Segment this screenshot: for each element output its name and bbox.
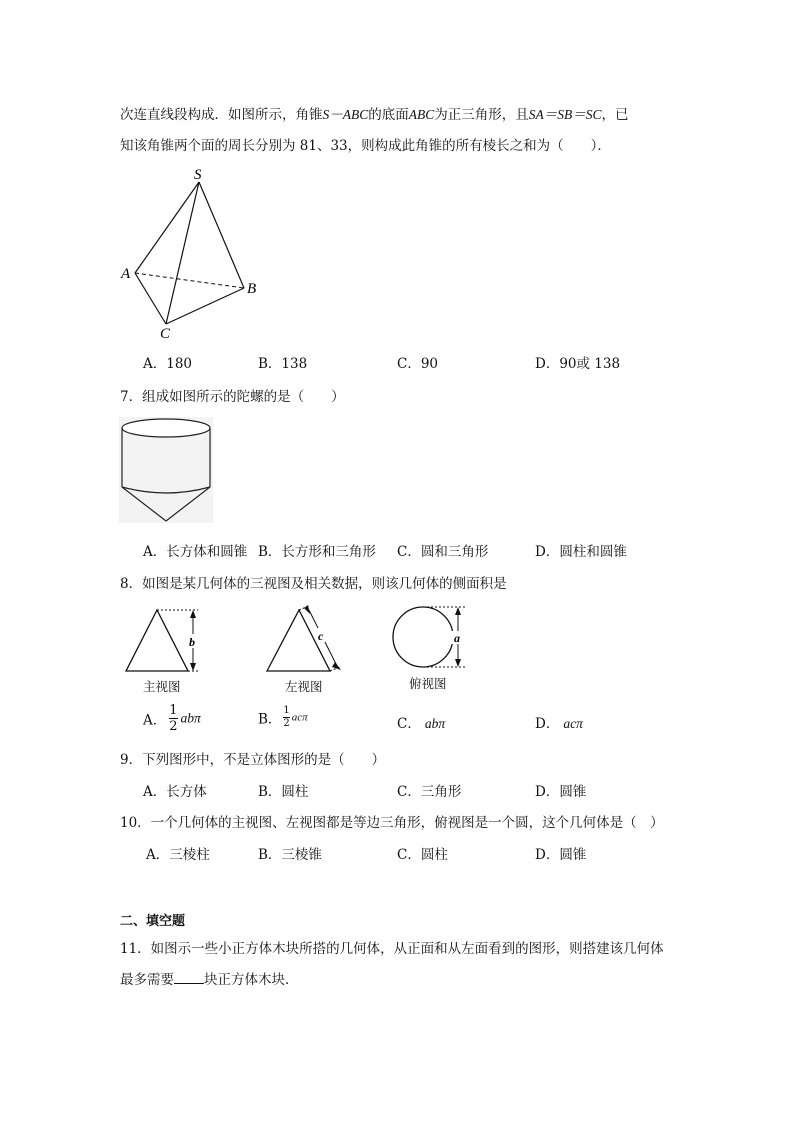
dim-c-label: c xyxy=(318,629,324,643)
q8-option-b: B． $\frac{1}{2}$ acπ xyxy=(258,705,308,729)
q6-option-a: A．180 xyxy=(143,356,193,372)
q10-option-b: B．三棱锥 xyxy=(258,847,322,863)
q9-stem: 9．下列图形中，不是立体图形的是（ ） xyxy=(120,752,386,768)
pyramid-figure xyxy=(110,160,270,342)
q8-option-a: A． $\frac{1}{2}$ abπ xyxy=(143,703,201,734)
spinning-top-figure xyxy=(119,417,213,525)
q7-option-a: A．长方体和圆锥 xyxy=(143,544,248,560)
left-view-caption: 左视图 xyxy=(285,679,323,694)
vertex-c-label: C xyxy=(160,326,171,342)
q10-option-c: C．圆柱 xyxy=(397,847,448,863)
q7-option-c: C．圆和三角形 xyxy=(397,544,489,560)
q6-option-c: C．90 xyxy=(397,356,439,372)
q10-option-a: A．三棱柱 xyxy=(146,847,210,863)
q10-option-d: D．圆锥 xyxy=(535,847,587,863)
q11-stem-line2: 最多需要 块正方体木块． xyxy=(120,972,299,988)
q9-option-d: D．圆锥 xyxy=(535,784,587,800)
dim-a-label: a xyxy=(454,631,460,645)
q9-option-c: C．三角形 xyxy=(397,784,462,800)
q9-option-a: A．长方体 xyxy=(143,784,207,800)
front-view-caption: 主视图 xyxy=(143,679,181,694)
q6-option-d: D．90或 138 xyxy=(535,356,621,372)
top-view-caption: 俯视图 xyxy=(409,676,447,691)
q8-stem: 8．如图是某几何体的三视图及相关数据，则该几何体的侧面积是 xyxy=(120,576,507,592)
answer-blank xyxy=(174,971,204,984)
q6-stem-line1: 次连直线段构成．如图所示，角锥S－ABC的底面ABC为正三角形，且SA＝SB＝SC，已 xyxy=(120,107,629,123)
q9-option-b: B．圆柱 xyxy=(258,784,309,800)
math-abc: ABC xyxy=(408,107,435,122)
front-view-figure xyxy=(120,604,200,676)
q11-stem-line1: 11．如图示一些小正方体木块所搭的几何体，从正面和从左面看到的图形，则搭建该几何体 xyxy=(120,941,664,957)
dim-b-label: b xyxy=(189,635,195,649)
q7-option-b: B．长方形和三角形 xyxy=(258,544,376,560)
math-s-abc: S－ABC xyxy=(322,107,369,122)
vertex-a-label: A xyxy=(121,266,131,282)
math-equal-edges: SA＝SB＝SC xyxy=(528,107,602,122)
q6-option-b: B．138 xyxy=(258,356,308,372)
top-view-figure xyxy=(390,604,470,672)
q7-stem: 7．组成如图所示的陀螺的是（ ） xyxy=(120,389,345,405)
q8-option-c: C． abπ xyxy=(397,716,446,732)
vertex-b-label: B xyxy=(247,281,257,297)
q7-option-d: D．圆柱和圆锥 xyxy=(535,544,627,560)
vertex-s-label: S xyxy=(194,167,202,183)
q6-stem-line2: 知该角锥两个面的周长分别为 81、33，则构成此角锥的所有棱长之和为（ ）． xyxy=(120,138,611,154)
q8-option-d: D． acπ xyxy=(535,716,583,732)
left-view-figure xyxy=(262,604,348,676)
section-title-fill-in: 二、填空题 xyxy=(120,914,186,929)
q10-stem: 10．一个几何体的主视图、左视图都是等边三角形，俯视图是一个圆，这个几何体是（ ） xyxy=(120,815,664,831)
